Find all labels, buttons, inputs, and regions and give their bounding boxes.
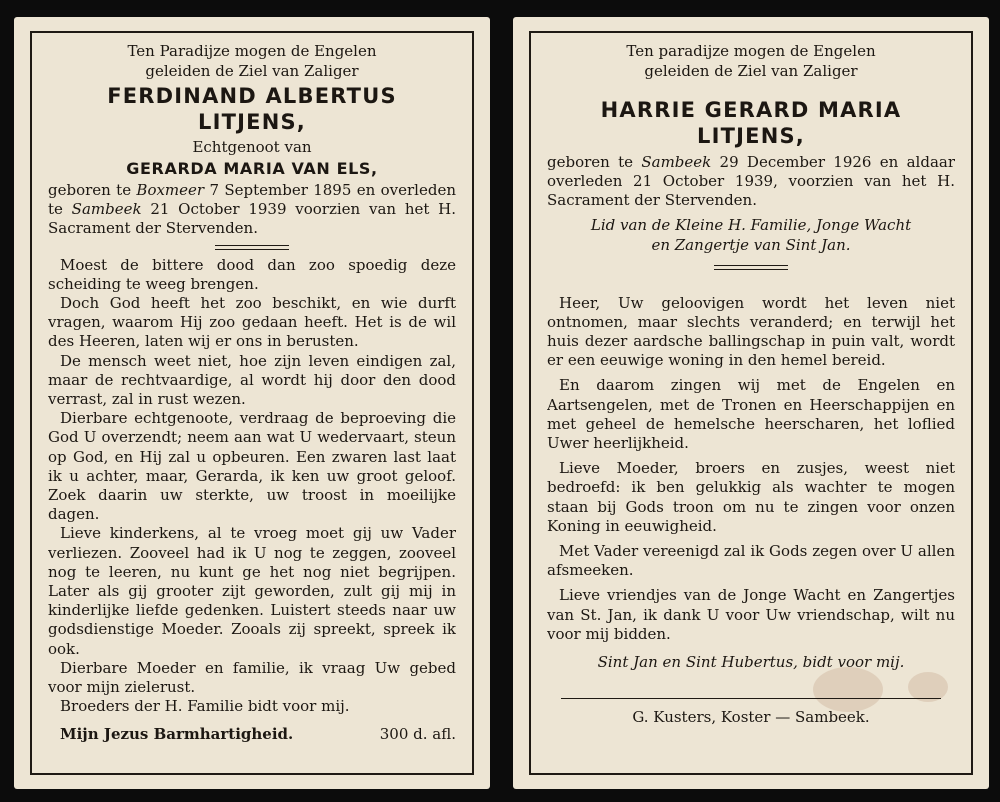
intro-line: geleiden de Ziel van Zaliger xyxy=(145,62,359,80)
text-paragraph: De mensch weet niet, hoe zijn leven eindigen zal, maar de rechtvaardige, al wordt hij door den dood verrast, zal in rust wezen. xyxy=(48,351,456,409)
card-content xyxy=(48,41,456,765)
text-paragraph: Moest de bittere dood dan zoo spoedig deze scheiding te weeg brengen. xyxy=(48,255,456,293)
indulgence-note: 300 d. afl. xyxy=(379,725,456,744)
text-paragraph: Lieve vriendjes van de Jonge Wacht en Zangertjes van St. Jan, ik dank U voor Uw vriendschap, wilt nu voor mij bidden. xyxy=(547,586,955,643)
text-paragraph: En daarom zingen wij met de Engelen en Aartsengelen, met de Tronen en Heerschappijen en met geheel de hemelsche heerscharen, het loflied Uwer heerlijkheid. xyxy=(547,376,955,453)
text-paragraph: Dierbare echtgenoote, verdraag de beproeving die God U overzendt; neem aan wat U wedervaart, steun op God, en Hij zal u opbeuren. Een zwaren last laat ik u achter, maar, Gerarda, ik ken uw groot geloof. Zoek daarin uw sterkte, uw troost in moeilijke dagen. xyxy=(48,409,456,524)
text-paragraph: Broeders der H. Familie bidt voor mij. xyxy=(60,697,350,716)
deceased-name: LITJENS, xyxy=(198,110,306,134)
card-content xyxy=(547,41,955,765)
relation-text: Echtgenoot van xyxy=(192,138,312,156)
intro-line: Ten paradijze mogen de Engelen xyxy=(626,42,876,60)
death-place: Sambeek xyxy=(71,200,142,219)
birth-death-info: geboren te Boxmeer 7 September 1895 en overleden te Sambeek 21 October 1939 voorzien van het H. Sacrament der Stervenden. xyxy=(48,181,456,238)
double-rule-divider xyxy=(714,265,788,270)
text-paragraph: Met Vader vereenigd zal ik Gods zegen over U allen afsmeeken. xyxy=(547,542,955,580)
birth-death-info: geboren te Sambeek 29 December 1926 en aldaar overleden 21 October 1939, voorzien van het H. Sacrament der Stervenden. xyxy=(547,153,955,210)
text-paragraph: Lieve kinderkens, al te vroeg moet gij uw Vader verliezen. Zooveel had ik U nog te zeggen, zooveel nog te leeren, nu kunt ge het nog niet begrijpen. Later als gij grooter zijt geworden, zult gij mij in kinderlijke liefde gedenken. Luistert steeds naar uw godsdienstige Moeder. Zooals zij spreekt, spreek ik ook. xyxy=(48,524,456,658)
intro-line: Ten Paradijze mogen de Engelen xyxy=(127,42,377,60)
birth-place: Boxmeer xyxy=(136,181,205,199)
closing-prayer: Sint Jan en Sint Hubertus, bidt voor mij. xyxy=(597,653,905,672)
card-border-frame xyxy=(30,31,474,775)
memorial-card-left xyxy=(14,17,490,789)
text-paragraph: Heer, Uw geloovigen wordt het leven niet ontnomen, maar slechts veranderd; en terwijl het huis dezer aardsche ballingschap in puin valt, wordt er een eeuwige woning in den hemel bereid. xyxy=(547,293,955,370)
deceased-name: LITJENS, xyxy=(697,124,805,148)
printer-credit: G. Kusters, Koster — Sambeek. xyxy=(632,708,870,727)
membership-line: en Zangertje van Sint Jan. xyxy=(651,235,851,254)
spouse-name: GERARDA MARIA VAN ELS, xyxy=(126,159,378,178)
footer-line xyxy=(48,724,456,744)
membership-line: Lid van de Kleine H. Familie, Jonge Wacht xyxy=(590,215,912,234)
intro-line: geleiden de Ziel van Zaliger xyxy=(644,62,858,80)
text-paragraph: Lieve Moeder, broers en zusjes, weest niet bedroefd: ik ben gelukkig als wachter te mogen staan bij Gods troon om nu te zingen voor onzen Koning in eeuwigheid. xyxy=(547,459,955,535)
printer-divider xyxy=(561,698,941,699)
card-border-frame xyxy=(529,31,973,775)
closing-prayer: Mijn Jezus Barmhartigheid. xyxy=(60,725,294,744)
text-paragraph: Dierbare Moeder en familie, ik vraag Uw gebed voor mijn zielerust. xyxy=(48,658,456,697)
double-rule-divider xyxy=(215,245,289,250)
deceased-name: FERDINAND ALBERTUS xyxy=(107,84,397,108)
deceased-name: HARRIE GERARD MARIA xyxy=(600,98,902,122)
birth-place: Sambeek xyxy=(641,153,712,171)
memorial-card-right xyxy=(513,17,989,789)
text-paragraph: Doch God heeft het zoo beschikt, en wie durft vragen, waarom Hij zoo gedaan heeft. Het is de wil des Heeren, laten wij er ons in berusten. xyxy=(48,294,456,351)
